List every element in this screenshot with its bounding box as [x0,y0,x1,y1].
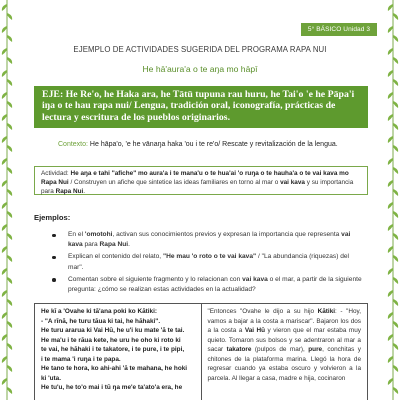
document-page [20,0,380,400]
fragment-line: He kī a 'Ovahe ki tā'ana poki ko Kātiki: [41,308,157,315]
actividad-bold-1: He aŋa e tahi "afiche" mo aura'a i te mana'u o te hua'ai 'o ruŋa o te hauha'a o te vai kava mo Rapa Nui [41,170,349,186]
list-item [52,252,366,272]
item-text: Comentan sobre el siguiente fragmento y lo relacionan con [68,275,243,283]
item-bold: vai kava [68,231,351,249]
list-item [52,230,366,250]
fragment-text: , conchitas y chitones de la plataforma marina. Llegó la hora de regresar cuando ya estaba oscuro y volvieron a la parcela. Al llegar a casa, madre e hija, cocinaron [207,346,361,382]
fragment-line: ki 'uta. [41,374,61,382]
left-decorative-border [0,0,14,400]
bullet-icon [52,256,56,260]
right-decorative-border [386,0,400,400]
item-bold: vai kava [242,275,268,283]
contexto-text: He hāpa'o, 'e he vānaŋa haka 'ou i te re'o/ Rescate y revitalización de la lengua. [89,141,338,148]
fragment-line: He tu'u, he to'o mai i tū ŋa me'e ta'ato'a era, he [41,384,183,391]
fragment-bold: Vai Hū [244,327,266,334]
item-text: o el mar, a partir de la siguiente pregunta: ¿cómo se realizan estas actividades en la actualidad? [68,275,362,294]
contexto-line [58,141,370,148]
fragment-spanish-column [202,304,368,400]
fragment-text: "Entonces "Ovahe le dijo a su hijo [207,308,318,315]
item-bold: Rapa Nui [99,241,129,249]
item-bold: 'omotohi [84,231,113,238]
eje-text: EJE: He Re'o, he Haka ara, he Tātū tupuna rau huru, he Tai'o 'e he Pāpa'i iŋa o te hau rapa nui/ Lengua, tradición oral, iconografía, prácticas de lectura y escritura de los pueblos originarios. [42,89,355,123]
fragment-line: He ma'u i te rāua kete, he uru he oho ki roto ki [41,336,181,344]
fragment-line: He turu ararua ki Vai Hū, he u'i ku mate 'ā te tai. [41,327,185,334]
actividad-box [34,166,368,195]
list-item [52,275,366,295]
contexto-label: Contexto: [58,141,88,148]
fragment-bold: pure [308,346,323,353]
bullet-icon [52,234,56,238]
actividad-bold-3: Rapa Nui [55,188,84,195]
fragment-bold: takatore [226,346,252,353]
fragment-text: y vieron que el mar estaba muy quieto. Tomaron sus bolsos y se adentraron al mar a sacar [207,327,361,353]
actividad-text-1: / Construyen un afiche que sintetice las ideas familiares en torno al mar o [68,179,279,186]
ejemplos-heading: Ejemplos: [34,213,71,222]
bullet-icon [52,278,56,282]
item-text: para [82,241,100,249]
fragment-text: (pulpos de mar), [251,346,309,353]
page-subtitle: He hā'aura'a o te aŋa mo hāpī [142,64,258,74]
item-text: , activan sus conocimientos previos y expresan la importancia que representa [112,231,342,238]
fragment-text: : - "Hoy, vamos a bajar a la costa a mariscar". Bajaron los dos a la costa a [207,308,361,334]
fragment-line: i te mama 'i ruŋa i te papa. [41,355,121,363]
fragment-table [34,303,368,400]
item-bold: "He mau 'o roto o te vai kava" [162,253,257,261]
fragment-line: He tano te hora, ko ahi-ahi 'ā te mahana, he hoki [41,365,188,372]
eje-banner [34,86,368,128]
actividad-text-3: . [83,188,86,195]
item-text: / "La abundancia (riquezas) del mar". [68,253,350,271]
ejemplos-list [52,230,366,297]
actividad-label: Actividad: [41,170,69,177]
actividad-text-2: y su importancia para [41,179,354,195]
fragment-line: te vai, he hāhaki i te takatore, i te pure, i te pipi, [41,346,185,353]
item-text: . [128,241,130,249]
fragment-rapa-nui-column [35,304,202,400]
fragment-bold: Kātiki [317,308,336,315]
item-text: En el [68,231,85,238]
fragment-line: - "A rīnā, he turu tāua ki tai, he hāhaki". [41,317,161,325]
page-title: EJEMPLO DE ACTIVIDADES SUGERIDA DEL PROGRAMA RAPA NUI [73,45,327,54]
item-text: Explican el contenido del relato, [68,253,163,261]
grade-badge: 5° BÁSICO Unidad 3 [301,23,377,36]
actividad-bold-2: vai kava [280,179,305,186]
